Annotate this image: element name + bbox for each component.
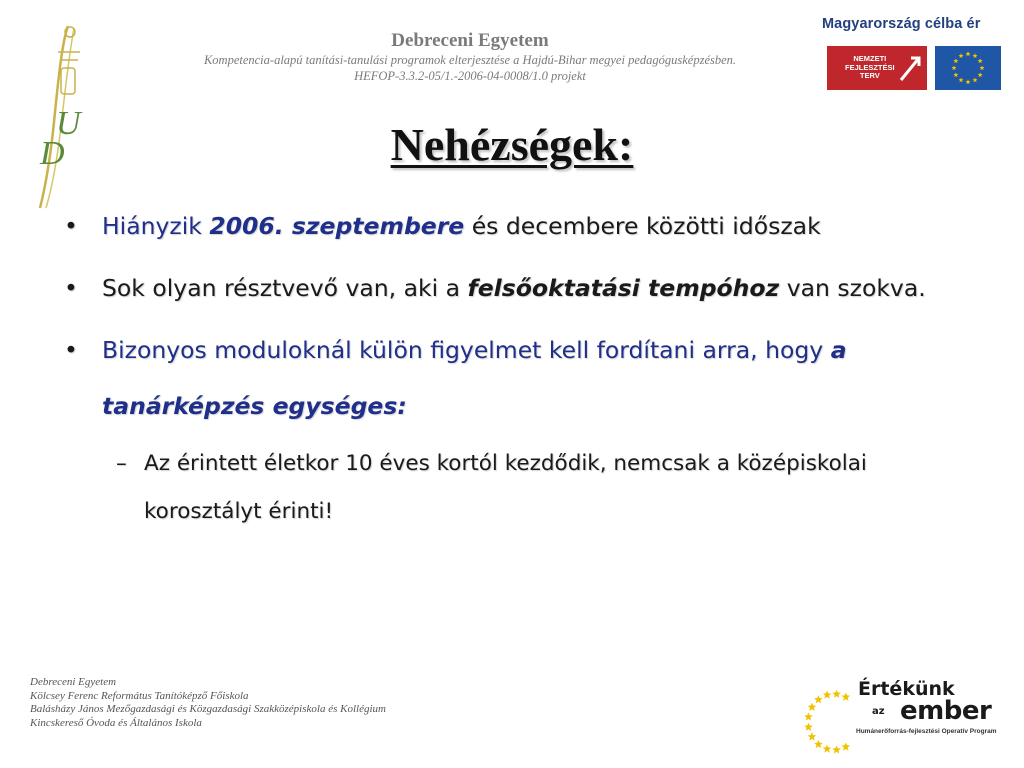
sub-bullet-dash: – — [116, 451, 127, 476]
header — [140, 30, 800, 84]
slide-title: Nehézségek: — [390, 119, 634, 170]
star-icon — [842, 742, 851, 750]
sub-bullet-1-text: Az érintett életkor 10 éves kortól kezdődik, nemcsak a középiskolai korosztályt érinti! — [144, 451, 867, 524]
ud-university-logo — [28, 22, 98, 212]
project-line-2: HEFOP-3.3.2-05/1.-2006-04-0008/1.0 projekt — [354, 69, 586, 83]
star-icon — [804, 712, 813, 720]
branding — [822, 16, 1012, 94]
nft-arrow-icon — [899, 54, 923, 82]
bullet-1-text: Hiányzik — [102, 212, 210, 240]
university-name: Debreceni Egyetem — [391, 30, 549, 51]
bullet-2-rest: van szokva. — [779, 274, 926, 302]
logo-subtitle: Humánerőforrás-fejlesztési Operatív Program — [856, 728, 997, 735]
star-ring-icon — [800, 686, 860, 756]
bullet-1-rest: és decembere közötti időszak — [464, 212, 821, 240]
bullet-list — [60, 198, 980, 536]
logo-word-ember: ember — [900, 696, 992, 726]
star-icon — [804, 723, 813, 731]
star-icon — [832, 745, 841, 753]
bullet-dot: • — [64, 212, 78, 240]
star-icon — [814, 740, 823, 748]
brand-logos — [822, 46, 1012, 94]
footer-line-2: Kölcsey Ferenc Református Tanítóképző Főiskola — [30, 689, 249, 702]
bullet-item-2 — [60, 260, 980, 316]
star-icon — [823, 744, 832, 752]
bullet-2-emphasis: felsőoktatási tempóhoz — [467, 274, 780, 302]
star-icon — [832, 690, 841, 698]
bullet-item-3 — [60, 322, 980, 434]
ud-letter-d: D — [40, 135, 65, 172]
sub-bullet-item-1 — [60, 440, 980, 536]
project-line-1: Kompetencia-alapú tanítási-tanulási programok elterjesztése a Hajdú-Bihar megyei pedagógusképzésben. — [203, 53, 737, 67]
ud-letter-u: U — [56, 105, 81, 142]
bullet-dot: • — [64, 336, 78, 364]
brand-tagline: Magyarország célba ér — [822, 16, 981, 32]
star-icon — [808, 732, 817, 740]
nft-line-3: TERV — [859, 71, 880, 80]
nft-line-2: FEJLESZTÉSI — [845, 62, 895, 72]
star-icon — [808, 703, 817, 711]
footer-line-3: Balásházy János Mezőgazdasági és Közgazdasági Szakközépiskola és Kollégium — [30, 703, 386, 715]
star-icon — [814, 695, 823, 703]
star-icon — [842, 693, 851, 701]
nft-line-1: NEMZETI — [853, 54, 887, 63]
nft-text — [845, 55, 895, 81]
star-icon — [823, 691, 832, 699]
bullet-2-text: Sok olyan résztvevő van, aki a — [102, 274, 468, 302]
bullet-item-1 — [60, 198, 980, 254]
logo-word-az: az — [872, 706, 885, 717]
bullet-1-emphasis: 2006. szeptembere — [209, 212, 465, 240]
footer — [30, 676, 386, 730]
logo-word-ertekunk: Értékünk — [858, 678, 955, 700]
ertekunk-az-ember-logo — [800, 676, 1010, 756]
footer-line-4: Kincskereső Óvoda és Általános Iskola — [30, 716, 202, 729]
footer-line-1: Debreceni Egyetem — [30, 676, 117, 688]
nft-logo — [827, 46, 927, 90]
eu-flag-icon — [935, 46, 1001, 90]
bullet-3-emphasis: a tanárképzés egységes: — [102, 336, 847, 420]
bullet-dot: • — [64, 274, 78, 302]
bullet-3-text: Bizonyos moduloknál külön figyelmet kell fordítani arra, hogy — [102, 336, 831, 364]
